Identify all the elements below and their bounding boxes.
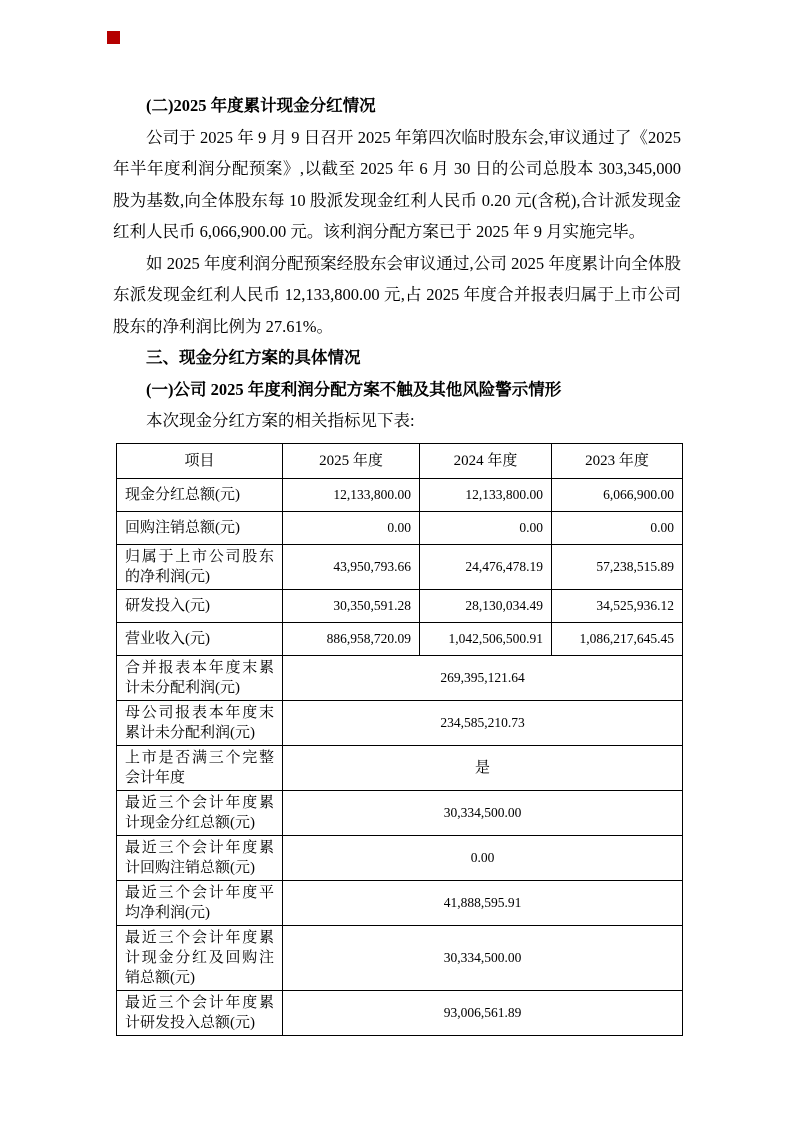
table-label-cell: 合并报表本年度末累计未分配利润(元) xyxy=(117,655,283,700)
header-cell-item: 项目 xyxy=(117,443,283,478)
table-span-row xyxy=(117,990,683,1035)
table-label-cell: 归属于上市公司股东的净利润(元) xyxy=(117,544,283,589)
table-span-row xyxy=(117,925,683,990)
table-label-cell: 最近三个会计年度累计现金分红总额(元) xyxy=(117,790,283,835)
header-cell-2024: 2024 年度 xyxy=(420,443,552,478)
table-span-row xyxy=(117,655,683,700)
table-value-cell: 0.00 xyxy=(420,511,552,544)
table-value-cell: 28,130,034.49 xyxy=(420,589,552,622)
table-row xyxy=(117,511,683,544)
table-span-row xyxy=(117,700,683,745)
table-value-cell: 6,066,900.00 xyxy=(552,478,683,511)
table-label-cell: 上市是否满三个完整会计年度 xyxy=(117,745,283,790)
table-value-cell: 0.00 xyxy=(283,511,420,544)
table-value-cell: 1,086,217,645.45 xyxy=(552,622,683,655)
red-square-marker xyxy=(107,31,120,44)
table-span-value-cell: 41,888,595.91 xyxy=(283,880,683,925)
section-2-heading: (二)2025 年度累计现金分红情况 xyxy=(146,96,376,115)
table-header-row xyxy=(117,443,683,478)
table-row xyxy=(117,478,683,511)
table-span-value-cell: 269,395,121.64 xyxy=(283,655,683,700)
document-content xyxy=(113,90,681,1036)
table-label-cell: 最近三个会计年度平均净利润(元) xyxy=(117,880,283,925)
table-span-value-cell: 0.00 xyxy=(283,835,683,880)
table-value-cell: 30,350,591.28 xyxy=(283,589,420,622)
table-span-value-cell: 是 xyxy=(283,745,683,790)
table-value-cell: 0.00 xyxy=(552,511,683,544)
header-cell-2025: 2025 年度 xyxy=(283,443,420,478)
table-span-value-cell: 30,334,500.00 xyxy=(283,790,683,835)
table-span-row xyxy=(117,745,683,790)
table-span-value-cell: 30,334,500.00 xyxy=(283,925,683,990)
table-row xyxy=(117,544,683,589)
table-value-cell: 886,958,720.09 xyxy=(283,622,420,655)
table-label-cell: 最近三个会计年度累计研发投入总额(元) xyxy=(117,990,283,1035)
table-row xyxy=(117,589,683,622)
dividend-indicators-table xyxy=(116,443,683,1036)
paragraph-interim-dividend: 公司于 2025 年 9 月 9 日召开 2025 年第四次临时股东会,审议通过了《2025 年半年度利润分配预案》,以截至 2025 年 6 月 30 日的公司总股本 303,345,000 股为基数,向全体股东每 10 股派发现金红利人民币 0.20 元(含税),合计派发现金红利人民币 6,066,900.00 元。该利润分配方案已于 2025 年 9 月实施完毕。 xyxy=(113,127,681,241)
table-span-value-cell: 234,585,210.73 xyxy=(283,700,683,745)
table-intro-text: 本次现金分红方案的相关指标见下表: xyxy=(146,411,415,430)
table-label-cell: 营业收入(元) xyxy=(117,622,283,655)
section-3-heading: 三、现金分红方案的具体情况 xyxy=(146,348,361,367)
table-value-cell: 12,133,800.00 xyxy=(420,478,552,511)
table-span-value-cell: 93,006,561.89 xyxy=(283,990,683,1035)
table-value-cell: 24,476,478.19 xyxy=(420,544,552,589)
table-span-row xyxy=(117,880,683,925)
table-label-cell: 母公司报表本年度末累计未分配利润(元) xyxy=(117,700,283,745)
table-row xyxy=(117,622,683,655)
table-value-cell: 34,525,936.12 xyxy=(552,589,683,622)
table-value-cell: 43,950,793.66 xyxy=(283,544,420,589)
table-label-cell: 最近三个会计年度累计现金分红及回购注销总额(元) xyxy=(117,925,283,990)
table-label-cell: 研发投入(元) xyxy=(117,589,283,622)
table-label-cell: 最近三个会计年度累计回购注销总额(元) xyxy=(117,835,283,880)
table-label-cell: 回购注销总额(元) xyxy=(117,511,283,544)
header-cell-2023: 2023 年度 xyxy=(552,443,683,478)
table-span-row xyxy=(117,790,683,835)
table-span-row xyxy=(117,835,683,880)
table-value-cell: 12,133,800.00 xyxy=(283,478,420,511)
table-value-cell: 1,042,506,500.91 xyxy=(420,622,552,655)
table-label-cell: 现金分红总额(元) xyxy=(117,478,283,511)
section-3-1-heading: (一)公司 2025 年度利润分配方案不触及其他风险警示情形 xyxy=(146,379,562,399)
table-value-cell: 57,238,515.89 xyxy=(552,544,683,589)
paragraph-annual-dividend: 如 2025 年度利润分配预案经股东会审议通过,公司 2025 年度累计向全体股东派发现金红利人民币 12,133,800.00 元,占 2025 年度合并报表归属于上市公司股东的净利润比例为 27.61%。 xyxy=(113,253,681,336)
